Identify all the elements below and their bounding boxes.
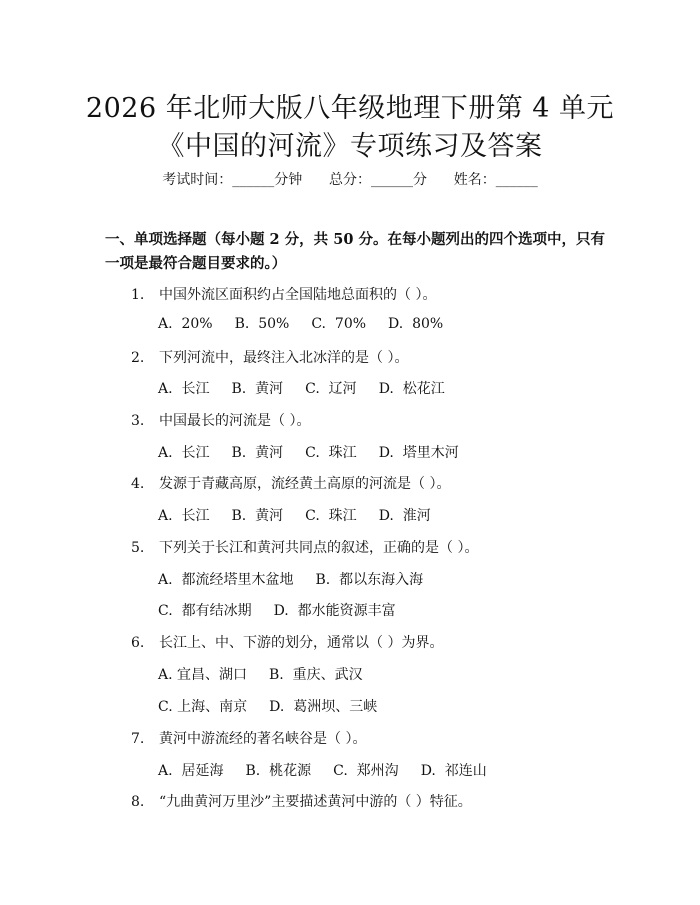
option-a: A. 长江 — [158, 381, 210, 397]
option-a: A. 20% — [158, 316, 213, 332]
question-number: 7. — [131, 731, 145, 747]
option-a: A. 长江 — [158, 445, 210, 461]
question-number: 3. — [131, 413, 145, 429]
option-c: C. 珠江 — [305, 445, 357, 461]
option-a: A. 宜昌、湖口 — [158, 667, 248, 683]
question-2-options — [158, 378, 467, 398]
question-text: 发源于青藏高原，流经黄土高原的河流是（ ）。 — [159, 476, 451, 492]
option-d: D. 松花江 — [378, 381, 445, 397]
question-6 — [131, 632, 443, 652]
question-number: 1. — [131, 287, 145, 303]
option-b: B. 黄河 — [231, 445, 284, 461]
question-3-options — [158, 442, 481, 462]
option-b: B. 黄河 — [231, 381, 284, 397]
option-b: B. 黄河 — [231, 508, 284, 524]
option-b: B. 桃花源 — [245, 763, 312, 779]
option-c: C. 珠江 — [305, 508, 357, 524]
question-1-options — [158, 316, 465, 332]
option-b: B. 50% — [234, 316, 290, 332]
question-number: 4. — [131, 476, 145, 492]
option-a: A. 都流经塔里木盆地 — [158, 572, 294, 588]
question-number: 6. — [131, 635, 145, 651]
question-text: 黄河中游流经的著名峡谷是（ ）。 — [159, 731, 367, 747]
question-number: 2. — [131, 350, 145, 366]
exam-meta-line: 考试时间：______分钟 总分：______分 姓名：______ — [162, 172, 538, 188]
question-4-options — [158, 505, 453, 525]
question-3 — [131, 410, 310, 430]
question-text: “九曲黄河万里沙”主要描述黄河中游的（ ）特征。 — [159, 794, 472, 810]
document-title-line1: 2026 年北师大版八年级地理下册第 4 单元 — [85, 93, 615, 124]
question-5-options-row1 — [158, 569, 445, 589]
question-text: 下列关于长江和黄河共同点的叙述，正确的是（ ）。 — [159, 540, 479, 556]
option-d: D. 80% — [388, 316, 444, 332]
option-d: D. 都水能资源丰富 — [273, 603, 396, 619]
question-4 — [131, 473, 450, 493]
option-d: D. 淮河 — [378, 508, 431, 524]
question-6-options-row1 — [158, 664, 385, 684]
document-title-line2: 《中国的河流》专项练习及答案 — [157, 131, 543, 162]
question-6-options-row2 — [158, 696, 399, 716]
question-5-options-row2 — [158, 600, 418, 620]
question-text: 中国外流区面积约占全国陆地总面积的（ ）。 — [159, 287, 437, 303]
question-text: 下列河流中，最终注入北冰洋的是（ ）。 — [159, 350, 409, 366]
question-8 — [131, 791, 472, 811]
option-c: C. 上海、南京 — [158, 699, 248, 715]
option-c: C. 郑州沟 — [333, 763, 399, 779]
section-heading-single-choice: 一、单项选择题（每小题 2 分，共 50 分。在每小题列出的四个选项中，只有一项是最符合题目要求的。） — [105, 231, 605, 272]
question-2 — [131, 347, 408, 367]
option-a: A. 长江 — [158, 508, 210, 524]
question-5 — [131, 537, 478, 557]
option-d: D. 塔里木河 — [378, 445, 459, 461]
question-number: 8. — [131, 794, 145, 810]
question-7-options — [158, 760, 509, 780]
option-c: C. 辽河 — [305, 381, 357, 397]
question-text: 中国最长的河流是（ ）。 — [159, 413, 311, 429]
question-number: 5. — [131, 540, 145, 556]
option-c: C. 都有结冰期 — [158, 603, 252, 619]
option-d: D. 祁连山 — [420, 763, 487, 779]
question-1 — [131, 284, 436, 304]
option-a: A. 居延海 — [158, 763, 224, 779]
option-b: B. 重庆、武汉 — [269, 667, 363, 683]
option-c: C. 70% — [311, 316, 367, 332]
question-7 — [131, 728, 366, 748]
option-b: B. 都以东海入海 — [315, 572, 424, 588]
option-d: D. 葛洲坝、三峡 — [269, 699, 378, 715]
question-text: 长江上、中、下游的划分，通常以（ ）为界。 — [159, 635, 444, 651]
